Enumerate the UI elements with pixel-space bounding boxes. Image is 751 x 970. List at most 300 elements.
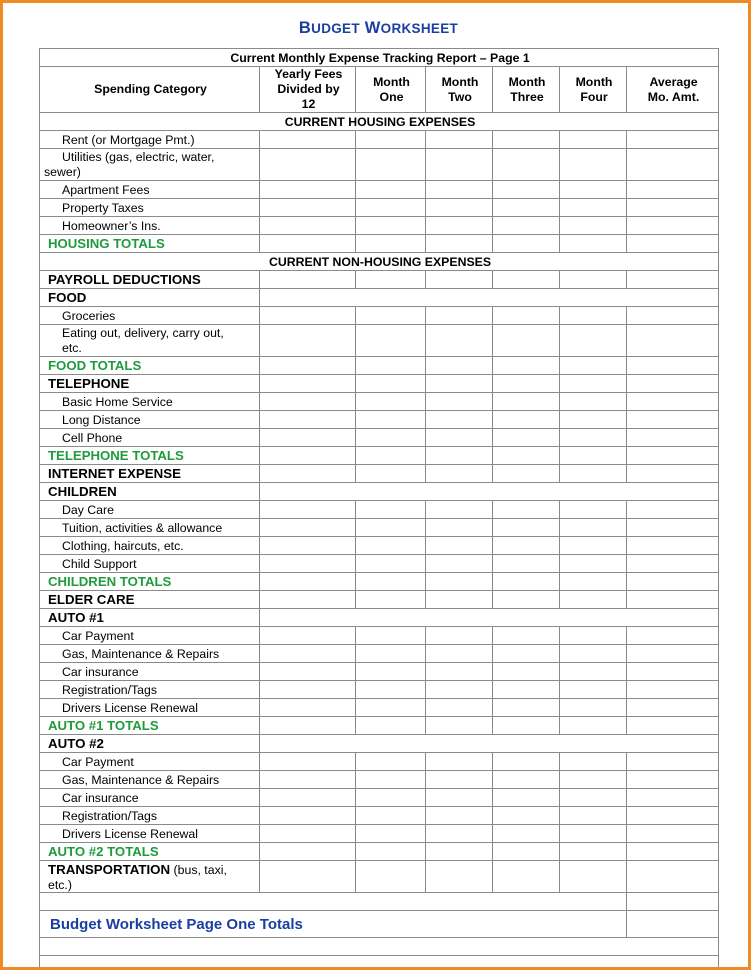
cell-pageonetot-avg[interactable] xyxy=(627,911,719,938)
row-label-transportation-main: TRANSPORTATION xyxy=(48,862,171,877)
cell-basic-avg[interactable] xyxy=(627,393,719,411)
column-header-yearly-fees-line2: Divided by xyxy=(277,82,340,96)
cell-auto1pay-m3[interactable] xyxy=(493,627,560,645)
cell-transport-m4[interactable] xyxy=(560,861,627,893)
row-label-telephone: TELEPHONE xyxy=(40,375,260,393)
cell-teltot-yearly[interactable] xyxy=(260,447,356,465)
cell-auto2tot-yearly[interactable] xyxy=(260,843,356,861)
cell-auto1gas-m3[interactable] xyxy=(493,645,560,663)
cell-food-span[interactable] xyxy=(260,289,719,307)
cell-auto1tot-yearly[interactable] xyxy=(260,717,356,735)
cell-clothing-m1[interactable] xyxy=(356,537,426,555)
table-row xyxy=(40,555,719,573)
section-header-non-housing-label: CURRENT NON-HOUSING EXPENSES xyxy=(40,253,719,271)
table-row xyxy=(40,325,719,357)
cell-clothing-m4[interactable] xyxy=(560,537,627,555)
table-row xyxy=(40,591,719,609)
row-label-eating-out xyxy=(40,325,260,357)
cell-auto2tot-m2[interactable] xyxy=(426,843,493,861)
column-header-yearly-fees xyxy=(260,67,356,113)
cell-homeins-m1[interactable] xyxy=(356,217,426,235)
cell-eatingout-m3[interactable] xyxy=(493,325,560,357)
row-label-telephone-totals: TELEPHONE TOTALS xyxy=(40,447,260,465)
cell-transport-m2[interactable] xyxy=(426,861,493,893)
cell-payroll-avg[interactable] xyxy=(627,271,719,289)
row-label-utilities-line2: sewer) xyxy=(44,164,81,179)
cell-telephone-m2[interactable] xyxy=(426,375,493,393)
cell-auto1pay-m2[interactable] xyxy=(426,627,493,645)
cell-eatingout-m1[interactable] xyxy=(356,325,426,357)
cell-foodtot-m1[interactable] xyxy=(356,357,426,375)
cell-foodtot-yearly[interactable] xyxy=(260,357,356,375)
cell-auto1lic-m3[interactable] xyxy=(493,699,560,717)
row-label-auto1-registration: Registration/Tags xyxy=(40,681,260,699)
cell-auto1lic-m2[interactable] xyxy=(426,699,493,717)
cell-childsupport-yearly[interactable] xyxy=(260,555,356,573)
cell-basic-yearly[interactable] xyxy=(260,393,356,411)
cell-auto2gas-m2[interactable] xyxy=(426,771,493,789)
column-header-month-two-line1: Month xyxy=(441,74,479,89)
cell-longdist-m4[interactable] xyxy=(560,411,627,429)
row-label-eating-out-line2: etc. xyxy=(62,340,82,355)
cell-utilities-yearly[interactable] xyxy=(260,149,356,181)
cell-telephone-m1[interactable] xyxy=(356,375,426,393)
cell-clothing-avg[interactable] xyxy=(627,537,719,555)
cell-children-span[interactable] xyxy=(260,483,719,501)
cell-longdist-avg[interactable] xyxy=(627,411,719,429)
cell-apartment-m2[interactable] xyxy=(426,181,493,199)
cell-rent-avg[interactable] xyxy=(627,131,719,149)
cell-auto1reg-m2[interactable] xyxy=(426,681,493,699)
cell-auto2reg-m4[interactable] xyxy=(560,807,627,825)
row-label-auto2-totals: AUTO #2 TOTALS xyxy=(40,843,260,861)
table-row xyxy=(40,861,719,893)
cell-auto2pay-m3[interactable] xyxy=(493,753,560,771)
cell-auto1reg-m4[interactable] xyxy=(560,681,627,699)
cell-teltot-m4[interactable] xyxy=(560,447,627,465)
cell-elder-m2[interactable] xyxy=(426,591,493,609)
table-row xyxy=(40,149,719,181)
cell-basic-m3[interactable] xyxy=(493,393,560,411)
cell-utilities-avg[interactable] xyxy=(627,149,719,181)
cell-payroll-m1[interactable] xyxy=(356,271,426,289)
cell-teltot-avg[interactable] xyxy=(627,447,719,465)
cell-auto2gas-yearly[interactable] xyxy=(260,771,356,789)
table-row xyxy=(40,735,719,753)
cell-childtot-yearly[interactable] xyxy=(260,573,356,591)
cell-housingtot-m2[interactable] xyxy=(426,235,493,253)
cell-homeins-m3[interactable] xyxy=(493,217,560,235)
cell-foodtot-m4[interactable] xyxy=(560,357,627,375)
cell-transport-yearly[interactable] xyxy=(260,861,356,893)
table-row xyxy=(40,429,719,447)
cell-longdist-m3[interactable] xyxy=(493,411,560,429)
table-row xyxy=(40,825,719,843)
cell-groceries-yearly[interactable] xyxy=(260,307,356,325)
cell-auto2lic-yearly[interactable] xyxy=(260,825,356,843)
cell-proptax-avg[interactable] xyxy=(627,199,719,217)
cell-homeins-yearly[interactable] xyxy=(260,217,356,235)
cell-daycare-m4[interactable] xyxy=(560,501,627,519)
table-row xyxy=(40,645,719,663)
cell-daycare-m1[interactable] xyxy=(356,501,426,519)
cell-auto2lic-m1[interactable] xyxy=(356,825,426,843)
row-label-food: FOOD xyxy=(40,289,260,307)
cell-apartment-m1[interactable] xyxy=(356,181,426,199)
cell-auto2gas-m3[interactable] xyxy=(493,771,560,789)
cell-auto2reg-m2[interactable] xyxy=(426,807,493,825)
cell-housingtot-yearly[interactable] xyxy=(260,235,356,253)
row-label-auto-1: AUTO #1 xyxy=(40,609,260,627)
cell-rent-m2[interactable] xyxy=(426,131,493,149)
row-label-auto2-license: Drivers License Renewal xyxy=(40,825,260,843)
cell-auto1gas-m2[interactable] xyxy=(426,645,493,663)
row-label-rent: Rent (or Mortgage Pmt.) xyxy=(40,131,260,149)
cell-auto2ins-m2[interactable] xyxy=(426,789,493,807)
cell-auto1pay-yearly[interactable] xyxy=(260,627,356,645)
table-row-total xyxy=(40,843,719,861)
cell-auto1tot-avg[interactable] xyxy=(627,717,719,735)
cell-auto2pay-m4[interactable] xyxy=(560,753,627,771)
row-label-clothing: Clothing, haircuts, etc. xyxy=(40,537,260,555)
cell-rent-m1[interactable] xyxy=(356,131,426,149)
cell-auto2reg-avg[interactable] xyxy=(627,807,719,825)
cell-teltot-m3[interactable] xyxy=(493,447,560,465)
cell-internet-m2[interactable] xyxy=(426,465,493,483)
cell-auto2gas-avg[interactable] xyxy=(627,771,719,789)
column-header-yearly-fees-line1: Yearly Fees xyxy=(274,67,343,81)
row-label-transportation-note2: etc.) xyxy=(48,877,72,892)
cell-auto2gas-m4[interactable] xyxy=(560,771,627,789)
table-row xyxy=(40,771,719,789)
row-label-utilities-line1: Utilities (gas, electric, water, xyxy=(62,150,215,164)
cell-longdist-yearly[interactable] xyxy=(260,411,356,429)
table-row xyxy=(40,131,719,149)
cell-cellphone-m4[interactable] xyxy=(560,429,627,447)
cell-utilities-m3[interactable] xyxy=(493,149,560,181)
column-header-month-three-line1: Month xyxy=(508,74,546,89)
cell-auto2reg-m1[interactable] xyxy=(356,807,426,825)
cell-elder-avg[interactable] xyxy=(627,591,719,609)
cell-auto2pay-avg[interactable] xyxy=(627,753,719,771)
cell-auto1tot-m1[interactable] xyxy=(356,717,426,735)
cell-auto1ins-m1[interactable] xyxy=(356,663,426,681)
cell-internet-avg[interactable] xyxy=(627,465,719,483)
cell-proptax-m1[interactable] xyxy=(356,199,426,217)
cell-basic-m2[interactable] xyxy=(426,393,493,411)
cell-foodtot-m2[interactable] xyxy=(426,357,493,375)
cell-cellphone-avg[interactable] xyxy=(627,429,719,447)
cell-groceries-m3[interactable] xyxy=(493,307,560,325)
cell-basic-m1[interactable] xyxy=(356,393,426,411)
table-row xyxy=(40,411,719,429)
cell-daycare-m3[interactable] xyxy=(493,501,560,519)
cell-auto2ins-m1[interactable] xyxy=(356,789,426,807)
column-header-month-four-line2: Four xyxy=(580,89,608,104)
table-row xyxy=(40,753,719,771)
cell-daycare-avg[interactable] xyxy=(627,501,719,519)
cell-longdist-m1[interactable] xyxy=(356,411,426,429)
page-title: BUDGET WORKSHEET xyxy=(298,19,459,37)
cell-eatingout-avg[interactable] xyxy=(627,325,719,357)
cell-auto2ins-yearly[interactable] xyxy=(260,789,356,807)
cell-auto2tot-m3[interactable] xyxy=(493,843,560,861)
cell-childsupport-m2[interactable] xyxy=(426,555,493,573)
table-row-spacer xyxy=(40,956,719,970)
table-row xyxy=(40,217,719,235)
cell-auto2pay-yearly[interactable] xyxy=(260,753,356,771)
column-header-average-line2: Mo. Amt. xyxy=(647,89,700,104)
cell-elder-m3[interactable] xyxy=(493,591,560,609)
cell-auto1lic-m1[interactable] xyxy=(356,699,426,717)
cell-homeins-m2[interactable] xyxy=(426,217,493,235)
row-label-transportation-note: (bus, taxi, xyxy=(170,863,227,877)
row-label-groceries: Groceries xyxy=(40,307,260,325)
cell-daycare-yearly[interactable] xyxy=(260,501,356,519)
column-header-average xyxy=(627,67,719,113)
row-label-homeowners-ins: Homeowner’s Ins. xyxy=(40,217,260,235)
cell-rent-m3[interactable] xyxy=(493,131,560,149)
cell-spacer-span[interactable] xyxy=(40,893,627,911)
cell-auto1ins-avg[interactable] xyxy=(627,663,719,681)
row-label-auto1-license: Drivers License Renewal xyxy=(40,699,260,717)
cell-auto1gas-m4[interactable] xyxy=(560,645,627,663)
table-row xyxy=(40,789,719,807)
cell-auto1pay-m4[interactable] xyxy=(560,627,627,645)
cell-telephone-m4[interactable] xyxy=(560,375,627,393)
cell-auto1reg-m1[interactable] xyxy=(356,681,426,699)
cell-payroll-m4[interactable] xyxy=(560,271,627,289)
cell-transport-m1[interactable] xyxy=(356,861,426,893)
cell-groceries-m2[interactable] xyxy=(426,307,493,325)
cell-auto2lic-m4[interactable] xyxy=(560,825,627,843)
cell-proptax-m2[interactable] xyxy=(426,199,493,217)
row-label-auto2-gas: Gas, Maintenance & Repairs xyxy=(40,771,260,789)
column-header-month-four xyxy=(560,67,627,113)
cell-auto1pay-m1[interactable] xyxy=(356,627,426,645)
cell-rent-m4[interactable] xyxy=(560,131,627,149)
cell-rent-yearly[interactable] xyxy=(260,131,356,149)
cell-auto1lic-yearly[interactable] xyxy=(260,699,356,717)
cell-auto1reg-yearly[interactable] xyxy=(260,681,356,699)
worksheet-sheet xyxy=(39,13,718,970)
cell-elder-yearly[interactable] xyxy=(260,591,356,609)
cell-auto1lic-m4[interactable] xyxy=(560,699,627,717)
cell-tuition-m3[interactable] xyxy=(493,519,560,537)
cell-clothing-m2[interactable] xyxy=(426,537,493,555)
cell-auto1tot-m4[interactable] xyxy=(560,717,627,735)
table-row xyxy=(40,289,719,307)
cell-auto2lic-m3[interactable] xyxy=(493,825,560,843)
cell-elder-m1[interactable] xyxy=(356,591,426,609)
cell-tuition-m1[interactable] xyxy=(356,519,426,537)
table-row-spacer xyxy=(40,938,719,956)
table-row xyxy=(40,627,719,645)
cell-auto2ins-avg[interactable] xyxy=(627,789,719,807)
row-label-elder-care: ELDER CARE xyxy=(40,591,260,609)
row-label-basic-home-service: Basic Home Service xyxy=(40,393,260,411)
cell-auto1reg-m3[interactable] xyxy=(493,681,560,699)
row-label-food-totals: FOOD TOTALS xyxy=(40,357,260,375)
cell-telephone-avg[interactable] xyxy=(627,375,719,393)
row-label-tuition: Tuition, activities & allowance xyxy=(40,519,260,537)
cell-auto2reg-m3[interactable] xyxy=(493,807,560,825)
cell-foodtot-avg[interactable] xyxy=(627,357,719,375)
row-label-auto1-totals: AUTO #1 TOTALS xyxy=(40,717,260,735)
cell-auto2lic-m2[interactable] xyxy=(426,825,493,843)
budget-table xyxy=(39,48,719,970)
cell-clothing-yearly[interactable] xyxy=(260,537,356,555)
cell-apartment-m4[interactable] xyxy=(560,181,627,199)
cell-auto2pay-m1[interactable] xyxy=(356,753,426,771)
cell-auto1ins-m2[interactable] xyxy=(426,663,493,681)
cell-auto1lic-avg[interactable] xyxy=(627,699,719,717)
cell-apartment-m3[interactable] xyxy=(493,181,560,199)
cell-auto2tot-m4[interactable] xyxy=(560,843,627,861)
cell-childsupport-m3[interactable] xyxy=(493,555,560,573)
cell-auto1tot-m2[interactable] xyxy=(426,717,493,735)
cell-internet-m3[interactable] xyxy=(493,465,560,483)
cell-housingtot-m4[interactable] xyxy=(560,235,627,253)
table-subtitle: Current Monthly Expense Tracking Report – Page 1 xyxy=(40,49,719,67)
table-row xyxy=(40,537,719,555)
cell-auto2tot-m1[interactable] xyxy=(356,843,426,861)
cell-auto1-span[interactable] xyxy=(260,609,719,627)
cell-auto1ins-m3[interactable] xyxy=(493,663,560,681)
table-row-total xyxy=(40,357,719,375)
cell-payroll-m2[interactable] xyxy=(426,271,493,289)
cell-auto1ins-yearly[interactable] xyxy=(260,663,356,681)
cell-internet-yearly[interactable] xyxy=(260,465,356,483)
cell-bottom-spacer-1[interactable] xyxy=(40,938,719,956)
cell-childtot-m3[interactable] xyxy=(493,573,560,591)
row-label-children: CHILDREN xyxy=(40,483,260,501)
cell-internet-m1[interactable] xyxy=(356,465,426,483)
cell-tuition-yearly[interactable] xyxy=(260,519,356,537)
cell-telephone-yearly[interactable] xyxy=(260,375,356,393)
cell-auto1gas-m1[interactable] xyxy=(356,645,426,663)
cell-housingtot-m3[interactable] xyxy=(493,235,560,253)
cell-proptax-m4[interactable] xyxy=(560,199,627,217)
cell-teltot-m1[interactable] xyxy=(356,447,426,465)
cell-transport-m3[interactable] xyxy=(493,861,560,893)
table-row xyxy=(40,393,719,411)
cell-childtot-m4[interactable] xyxy=(560,573,627,591)
cell-eatingout-m2[interactable] xyxy=(426,325,493,357)
cell-auto2tot-avg[interactable] xyxy=(627,843,719,861)
cell-internet-m4[interactable] xyxy=(560,465,627,483)
cell-daycare-m2[interactable] xyxy=(426,501,493,519)
row-label-utilities xyxy=(40,149,260,181)
cell-cellphone-m2[interactable] xyxy=(426,429,493,447)
cell-groceries-m4[interactable] xyxy=(560,307,627,325)
column-header-month-three-line2: Three xyxy=(510,89,544,104)
cell-cellphone-m3[interactable] xyxy=(493,429,560,447)
cell-payroll-m3[interactable] xyxy=(493,271,560,289)
cell-housingtot-m1[interactable] xyxy=(356,235,426,253)
cell-spacer-avg[interactable] xyxy=(627,893,719,911)
cell-homeins-avg[interactable] xyxy=(627,217,719,235)
cell-groceries-m1[interactable] xyxy=(356,307,426,325)
cell-auto2-span[interactable] xyxy=(260,735,719,753)
cell-basic-m4[interactable] xyxy=(560,393,627,411)
cell-apartment-avg[interactable] xyxy=(627,181,719,199)
column-header-month-one-line1: Month xyxy=(373,74,410,89)
cell-auto2gas-m1[interactable] xyxy=(356,771,426,789)
cell-childtot-m1[interactable] xyxy=(356,573,426,591)
cell-auto2reg-yearly[interactable] xyxy=(260,807,356,825)
table-row xyxy=(40,663,719,681)
cell-auto1gas-avg[interactable] xyxy=(627,645,719,663)
row-label-child-support: Child Support xyxy=(40,555,260,573)
cell-teltot-m2[interactable] xyxy=(426,447,493,465)
cell-homeins-m4[interactable] xyxy=(560,217,627,235)
column-header-month-one-line2: One xyxy=(379,89,404,104)
cell-auto2ins-m3[interactable] xyxy=(493,789,560,807)
cell-auto2pay-m2[interactable] xyxy=(426,753,493,771)
cell-clothing-m3[interactable] xyxy=(493,537,560,555)
cell-housingtot-avg[interactable] xyxy=(627,235,719,253)
table-row xyxy=(40,699,719,717)
cell-auto1reg-avg[interactable] xyxy=(627,681,719,699)
cell-utilities-m4[interactable] xyxy=(560,149,627,181)
cell-tuition-m4[interactable] xyxy=(560,519,627,537)
cell-utilities-m1[interactable] xyxy=(356,149,426,181)
table-row xyxy=(40,483,719,501)
cell-auto1tot-m3[interactable] xyxy=(493,717,560,735)
cell-auto1pay-avg[interactable] xyxy=(627,627,719,645)
cell-foodtot-m3[interactable] xyxy=(493,357,560,375)
table-row-total xyxy=(40,573,719,591)
cell-eatingout-m4[interactable] xyxy=(560,325,627,357)
column-header-month-two-line2: Two xyxy=(448,89,472,104)
cell-telephone-m3[interactable] xyxy=(493,375,560,393)
column-header-month-two xyxy=(426,67,493,113)
cell-childsupport-m4[interactable] xyxy=(560,555,627,573)
cell-tuition-m2[interactable] xyxy=(426,519,493,537)
section-header-housing-label: CURRENT HOUSING EXPENSES xyxy=(40,113,719,131)
cell-apartment-yearly[interactable] xyxy=(260,181,356,199)
column-header-yearly-fees-line3: 12 xyxy=(301,97,316,111)
cell-proptax-m3[interactable] xyxy=(493,199,560,217)
cell-childtot-avg[interactable] xyxy=(627,573,719,591)
cell-auto1ins-m4[interactable] xyxy=(560,663,627,681)
cell-cellphone-m1[interactable] xyxy=(356,429,426,447)
cell-childsupport-m1[interactable] xyxy=(356,555,426,573)
row-label-auto-2: AUTO #2 xyxy=(40,735,260,753)
cell-groceries-avg[interactable] xyxy=(627,307,719,325)
cell-proptax-yearly[interactable] xyxy=(260,199,356,217)
cell-childsupport-avg[interactable] xyxy=(627,555,719,573)
cell-elder-m4[interactable] xyxy=(560,591,627,609)
cell-childtot-m2[interactable] xyxy=(426,573,493,591)
cell-cellphone-yearly[interactable] xyxy=(260,429,356,447)
cell-auto2lic-avg[interactable] xyxy=(627,825,719,843)
column-header-spending-category: Spending Category xyxy=(40,67,260,113)
column-header-average-line1: Average xyxy=(649,74,698,89)
table-row-total xyxy=(40,447,719,465)
cell-auto1gas-yearly[interactable] xyxy=(260,645,356,663)
cell-longdist-m2[interactable] xyxy=(426,411,493,429)
cell-eatingout-yearly[interactable] xyxy=(260,325,356,357)
cell-tuition-avg[interactable] xyxy=(627,519,719,537)
cell-transport-avg[interactable] xyxy=(627,861,719,893)
table-header-row xyxy=(40,67,719,113)
cell-auto2ins-m4[interactable] xyxy=(560,789,627,807)
cell-utilities-m2[interactable] xyxy=(426,149,493,181)
cell-bottom-spacer-2[interactable] xyxy=(40,956,719,970)
cell-payroll-yearly[interactable] xyxy=(260,271,356,289)
